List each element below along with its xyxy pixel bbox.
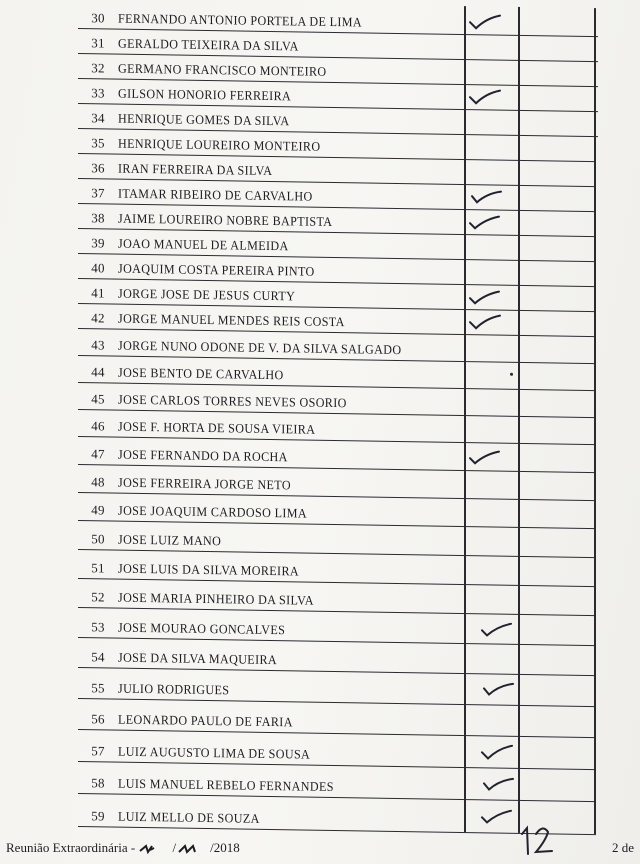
row-number: 51 (91, 560, 105, 576)
row-number: 52 (91, 589, 105, 605)
row-number: 50 (91, 531, 105, 547)
member-name: JOSE MOURAO GONCALVES (118, 619, 286, 638)
handwritten-count (516, 820, 560, 858)
row-number: 34 (91, 110, 105, 126)
member-name: HENRIQUE LOUREIRO MONTEIRO (118, 135, 321, 154)
member-name: FERNANDO ANTONIO PORTELA DE LIMA (118, 10, 363, 30)
member-name: LUIZ AUGUSTO LIMA DE SOUSA (118, 743, 311, 762)
member-name: JOSE JOAQUIM CARDOSO LIMA (118, 502, 307, 521)
row-number: 56 (91, 711, 105, 727)
row-number: 46 (91, 418, 105, 434)
row-number: 41 (91, 285, 105, 301)
member-name: JORGE NUNO ODONE DE V. DA SILVA SALGADO (118, 337, 402, 358)
member-name: JOSE MARIA PINHEIRO DA SILVA (118, 589, 314, 608)
row-number: 36 (91, 160, 105, 176)
member-name: JOSE LUIS DA SILVA MOREIRA (118, 560, 299, 579)
attendance-check-icon (464, 310, 508, 335)
member-name: ITAMAR RIBEIRO DE CARVALHO (118, 185, 313, 204)
row-number: 40 (91, 260, 105, 276)
attendance-check-icon (464, 185, 508, 210)
row-number: 57 (91, 743, 105, 759)
redacted-day-scribble (138, 844, 172, 854)
attendance-check-icon (464, 85, 508, 110)
member-name: JOSE F. HORTA DE SOUSA VIEIRA (118, 418, 316, 437)
row-number: 39 (91, 235, 105, 251)
member-name: JAIME LOUREIRO NOBRE BAPTISTA (118, 210, 333, 229)
row-number: 49 (91, 502, 105, 518)
member-name: JOSE DA SILVA MAQUEIRA (118, 649, 278, 668)
attendance-check-icon (476, 677, 520, 702)
row-number: 47 (91, 446, 105, 462)
row-number: 30 (91, 10, 105, 26)
member-name: GERALDO TEIXEIRA DA SILVA (118, 35, 299, 54)
attendance-table (78, 0, 596, 834)
attendance-check-icon (476, 740, 520, 765)
member-name: JOSE CARLOS TORRES NEVES OSORIO (118, 391, 347, 411)
attendance-check-icon (464, 285, 508, 310)
row-number: 55 (91, 680, 105, 696)
row-number: 35 (91, 135, 105, 151)
attendance-check-icon (476, 804, 520, 829)
row-number: 38 (91, 210, 105, 226)
row-number: 42 (91, 310, 105, 326)
member-name: JOSE FERNANDO DA ROCHA (118, 446, 288, 465)
member-name: LUIZ MELLO DE SOUZA (118, 808, 260, 826)
meeting-label: Reunião Extraordinária - (6, 840, 136, 855)
member-name: GILSON HONORIO FERREIRA (118, 85, 292, 104)
member-name: JULIO RODRIGUES (118, 680, 230, 698)
attendance-check-icon (464, 210, 508, 235)
pen-dot (510, 373, 513, 376)
handwritten-count-text: 12 (538, 856, 539, 857)
member-name: IRAN FERREIRA DA SILVA (118, 160, 273, 179)
member-name: HENRIQUE GOMES DA SILVA (118, 110, 290, 129)
row-number: 48 (91, 474, 105, 490)
attendance-check-icon (464, 10, 508, 35)
member-name: JOSE FERREIRA JORGE NETO (118, 474, 291, 493)
row-number: 32 (91, 60, 105, 76)
member-name: JORGE JOSE DE JESUS CURTY (118, 285, 296, 304)
row-number: 44 (91, 364, 105, 380)
page-number: 2 de (612, 840, 635, 855)
row-number: 43 (91, 337, 105, 353)
member-name: JOSE BENTO DE CARVALHO (118, 364, 284, 383)
member-name: JORGE MANUEL MENDES REIS COSTA (118, 310, 345, 330)
redacted-month-scribble (176, 844, 210, 854)
member-name: GERMANO FRANCISCO MONTEIRO (118, 60, 327, 79)
row-number: 59 (91, 808, 105, 824)
member-name: LUIS MANUEL REBELO FERNANDES (118, 775, 334, 795)
member-name: JOAO MANUEL DE ALMEIDA (118, 235, 289, 254)
row-number: 31 (91, 35, 105, 51)
meeting-footer (6, 840, 240, 856)
date-separator: / (172, 840, 177, 855)
member-name: LEONARDO PAULO DE FARIA (118, 711, 293, 730)
row-number: 45 (91, 391, 105, 407)
row-number: 58 (91, 775, 105, 791)
member-name: JOAQUIM COSTA PEREIRA PINTO (118, 260, 315, 279)
attendance-check-icon (476, 772, 520, 797)
row-number: 53 (91, 619, 105, 635)
attendance-check-icon (476, 617, 520, 642)
row-number: 54 (91, 649, 105, 665)
member-name: JOSE LUIZ MANO (118, 531, 222, 549)
row-number: 33 (91, 85, 105, 101)
meeting-year: /2018 (210, 840, 240, 855)
row-number: 37 (91, 185, 105, 201)
attendance-check-icon (464, 445, 508, 470)
